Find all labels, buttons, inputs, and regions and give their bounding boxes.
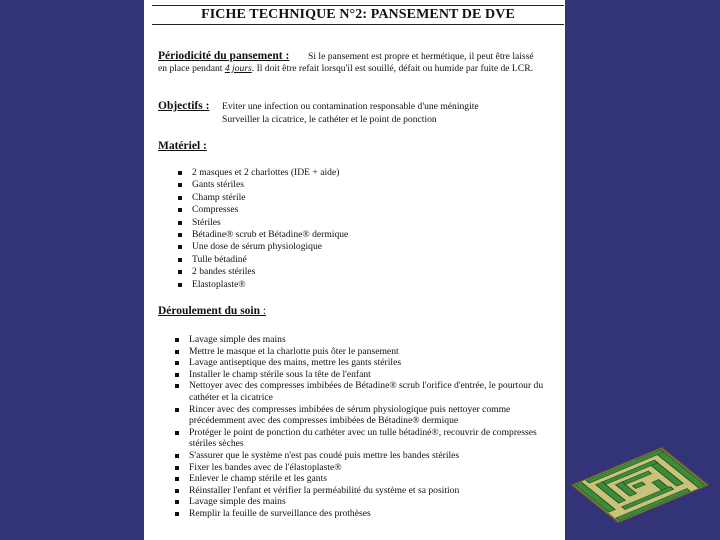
periodicite-heading: Périodicité du pansement :	[158, 50, 290, 62]
step-item: Rincer avec des compresses imbibées de sérum physiologique puis nettoyer comme précédemment avec des compresses imbibées de Bétadine® dermique	[174, 404, 554, 427]
periodicite-text	[158, 63, 558, 75]
step-item: Lavage simple des mains	[174, 334, 554, 346]
materiel-item: Bétadine® scrub et Bétadine® dermique	[177, 229, 348, 241]
materiel-item: Champ stérile	[177, 192, 348, 204]
step-item: Installer le champ stérile sous la tête de l'enfant	[174, 369, 554, 381]
materiel-item: Gants stériles	[177, 179, 348, 191]
materiel-item: Tulle bétadiné	[177, 254, 348, 266]
step-item: Lavage antiseptique des mains, mettre les gants stériles	[174, 357, 554, 369]
materiel-heading: Matériel :	[158, 140, 207, 152]
deroulement-colon: :	[260, 305, 267, 317]
step-item: Fixer les bandes avec de l'élastoplaste®	[174, 462, 554, 474]
periodicite-text-line1: Si le pansement est propre et hermétique, il peut être laissé	[308, 51, 534, 62]
materiel-item: 2 masques et 2 charlottes (IDE + aide)	[177, 167, 348, 179]
periodicite-text-end: . Il doit être refait lorsqu'il est souillé, défait ou humide par fuite de LCR.	[251, 63, 533, 74]
materiel-item: Une dose de sérum physiologique	[177, 241, 348, 253]
materiel-list	[177, 167, 348, 291]
periodicite-duration: 4 jours	[224, 63, 252, 74]
objectifs-heading: Objectifs :	[158, 100, 210, 112]
objectifs-line1: Eviter une infection ou contamination responsable d'une méningite	[222, 101, 479, 112]
materiel-item: Compresses	[177, 204, 348, 216]
step-item: Nettoyer avec des compresses imbibées de Bétadine® scrub l'orifice d'entrée, le pourtour du cathéter et la cicatrice	[174, 380, 554, 403]
materiel-item: Stériles	[177, 217, 348, 229]
materiel-item: 2 bandes stériles	[177, 266, 348, 278]
step-item: Réinstaller l'enfant et vérifier la perméabilité du système et sa position	[174, 485, 554, 497]
materiel-item: Elastoplaste®	[177, 279, 348, 291]
step-item: Protéger le point de ponction du cathéter avec un tulle bétadiné®, recouvrir de compresses stériles sèches	[174, 427, 554, 450]
deroulement-heading-row	[158, 305, 266, 317]
step-item: S'assurer que le système n'est pas coudé puis mettre les bandes stériles	[174, 450, 554, 462]
maze-icon	[570, 440, 710, 530]
step-item: Lavage simple des mains	[174, 496, 554, 508]
deroulement-heading: Déroulement du soin	[158, 305, 261, 317]
deroulement-steps	[174, 334, 554, 520]
step-item: Enlever le champ stérile et les gants	[174, 473, 554, 485]
step-item: Remplir la feuille de surveillance des prothèses	[174, 508, 554, 520]
periodicite-text-start: en place pendant	[158, 63, 225, 74]
objectifs-line2: Surveiller la cicatrice, le cathéter et le point de ponction	[222, 114, 437, 125]
step-item: Mettre le masque et la charlotte puis ôter le pansement	[174, 346, 554, 358]
document-page	[144, 0, 565, 540]
document-title: FICHE TECHNIQUE N°2: PANSEMENT DE DVE	[152, 5, 564, 25]
